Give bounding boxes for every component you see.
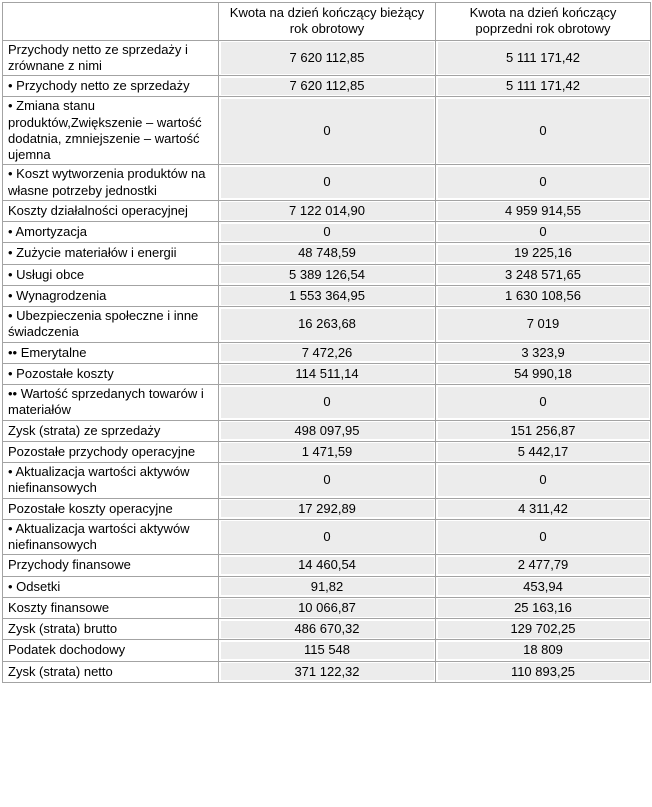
row-label: • Zmiana stanu produktów,Zwiększenie – wartość dodatnia, zmniejszenie – wartość ujemna [3,97,219,165]
header-current-year: Kwota na dzień kończący bieżący rok obrotowy [219,3,436,41]
previous-year-value: 151 256,87 [436,420,651,441]
previous-year-value: 3 248 571,65 [436,264,651,285]
table-row [3,619,651,640]
row-label: • Pozostałe koszty [3,363,219,384]
previous-year-value: 5 111 171,42 [436,40,651,76]
previous-year-value: 4 959 914,55 [436,200,651,221]
current-year-value: 91,82 [219,576,436,597]
previous-year-value: 19 225,16 [436,243,651,264]
row-label: Pozostałe przychody operacyjne [3,441,219,462]
row-label: • Przychody netto ze sprzedaży [3,76,219,97]
row-label: Koszty działalności operacyjnej [3,200,219,221]
current-year-value: 1 553 364,95 [219,285,436,306]
previous-year-value: 5 442,17 [436,441,651,462]
previous-year-value: 5 111 171,42 [436,76,651,97]
table-row [3,342,651,363]
previous-year-value: 25 163,16 [436,597,651,618]
current-year-value: 498 097,95 [219,420,436,441]
current-year-value: 16 263,68 [219,307,436,343]
current-year-value: 7 620 112,85 [219,76,436,97]
row-label: Pozostałe koszty operacyjne [3,498,219,519]
row-label: Zysk (strata) brutto [3,619,219,640]
current-year-value: 0 [219,165,436,201]
previous-year-value: 0 [436,519,651,555]
row-label: • Odsetki [3,576,219,597]
table-row [3,200,651,221]
row-label: Przychody netto ze sprzedaży i zrównane z nimi [3,40,219,76]
table-row [3,97,651,165]
row-label: • Koszt wytworzenia produktów na własne potrzeby jednostki [3,165,219,201]
previous-year-value: 0 [436,463,651,499]
current-year-value: 371 122,32 [219,661,436,682]
table-row [3,498,651,519]
row-label: Zysk (strata) ze sprzedaży [3,420,219,441]
current-year-value: 5 389 126,54 [219,264,436,285]
current-year-value: 7 620 112,85 [219,40,436,76]
row-label: • Aktualizacja wartości aktywów niefinansowych [3,519,219,555]
table-row [3,385,651,421]
row-label: Przychody finansowe [3,555,219,576]
current-year-value: 0 [219,97,436,165]
previous-year-value: 110 893,25 [436,661,651,682]
current-year-value: 486 670,32 [219,619,436,640]
table-row [3,441,651,462]
table-row [3,165,651,201]
current-year-value: 17 292,89 [219,498,436,519]
table-row [3,40,651,76]
row-label: • Ubezpieczenia społeczne i inne świadczenia [3,307,219,343]
current-year-value: 1 471,59 [219,441,436,462]
previous-year-value: 54 990,18 [436,363,651,384]
table-row [3,463,651,499]
table-row [3,519,651,555]
row-label: Zysk (strata) netto [3,661,219,682]
row-label: Koszty finansowe [3,597,219,618]
previous-year-value: 3 323,9 [436,342,651,363]
row-label: • Wynagrodzenia [3,285,219,306]
current-year-value: 114 511,14 [219,363,436,384]
table-row [3,363,651,384]
table-row [3,76,651,97]
row-label: • Usługi obce [3,264,219,285]
table-row [3,264,651,285]
previous-year-value: 1 630 108,56 [436,285,651,306]
table-row [3,420,651,441]
current-year-value: 10 066,87 [219,597,436,618]
header-previous-year: Kwota na dzień kończący poprzedni rok obrotowy [436,3,651,41]
row-label: • Aktualizacja wartości aktywów niefinansowych [3,463,219,499]
current-year-value: 0 [219,385,436,421]
current-year-value: 7 472,26 [219,342,436,363]
row-label: •• Wartość sprzedanych towarów i materiałów [3,385,219,421]
table-row [3,555,651,576]
table-row [3,640,651,661]
row-label: Podatek dochodowy [3,640,219,661]
previous-year-value: 4 311,42 [436,498,651,519]
table-row [3,285,651,306]
current-year-value: 0 [219,222,436,243]
previous-year-value: 129 702,25 [436,619,651,640]
previous-year-value: 7 019 [436,307,651,343]
current-year-value: 48 748,59 [219,243,436,264]
previous-year-value: 18 809 [436,640,651,661]
current-year-value: 14 460,54 [219,555,436,576]
table-row [3,576,651,597]
current-year-value: 7 122 014,90 [219,200,436,221]
row-label: • Zużycie materiałów i energii [3,243,219,264]
previous-year-value: 0 [436,222,651,243]
current-year-value: 115 548 [219,640,436,661]
header-row [3,3,651,41]
table-row [3,661,651,682]
previous-year-value: 0 [436,165,651,201]
financial-table [2,2,651,683]
previous-year-value: 2 477,79 [436,555,651,576]
table-row [3,243,651,264]
previous-year-value: 0 [436,385,651,421]
previous-year-value: 453,94 [436,576,651,597]
table-row [3,222,651,243]
previous-year-value: 0 [436,97,651,165]
row-label: • Amortyzacja [3,222,219,243]
table-row [3,597,651,618]
table-row [3,307,651,343]
current-year-value: 0 [219,463,436,499]
current-year-value: 0 [219,519,436,555]
table-body [3,40,651,682]
header-label-cell [3,3,219,41]
row-label: •• Emerytalne [3,342,219,363]
